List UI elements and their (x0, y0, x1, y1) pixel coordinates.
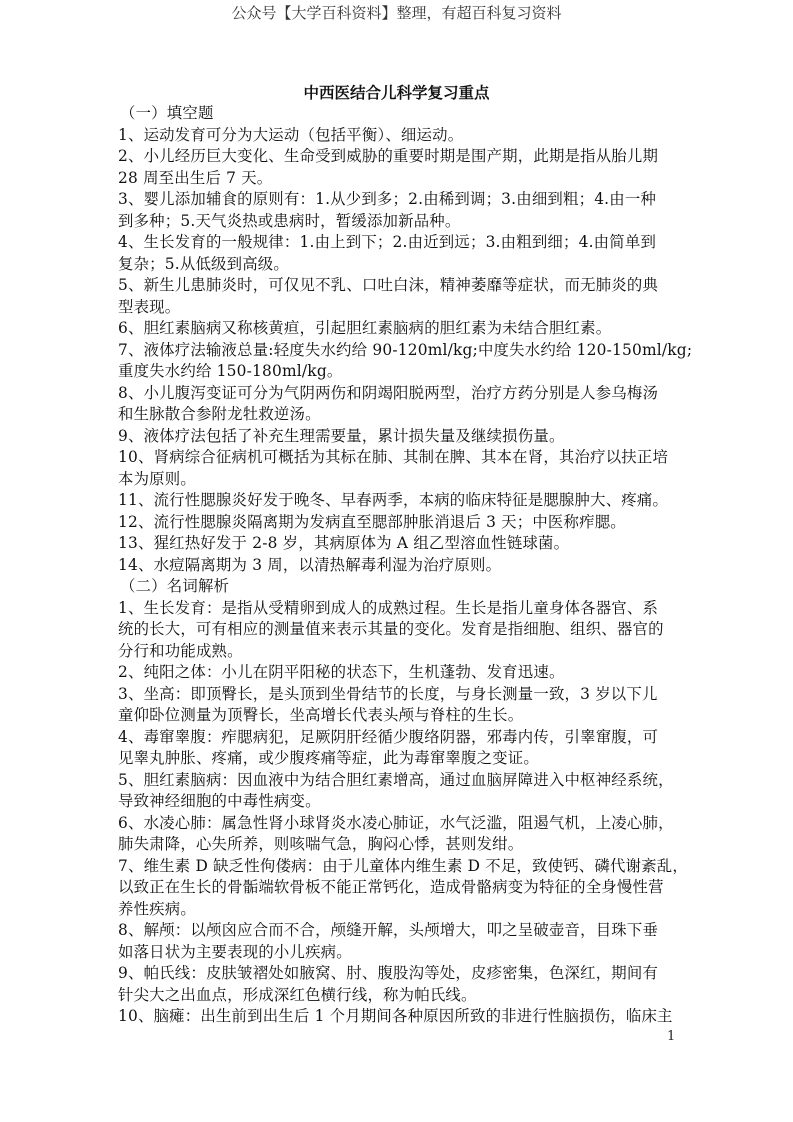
text-line: 5、胆红素脑病：因血液中为结合胆红素增高，通过血脑屏障进入中枢神经系统， (118, 770, 674, 789)
text-line: 导致神经细胞的中毒性病变。 (118, 792, 321, 810)
text-line: 如落日状为主要表现的小儿疾病。 (118, 942, 352, 961)
text-line: 6、水凌心肺：属急性肾小球肾炎水凌心肺证，水气泛滥，阻遏气机，上凌心肺， (118, 813, 674, 832)
text-line: 重度失水约给 150-180ml/kg。 (118, 362, 343, 380)
text-line: 9、液体疗法包括了补充生理需要量，累计损失量及继续损伤量。 (118, 426, 565, 445)
text-line: 3、坐高：即顶臀长，是头顶到坐骨结节的长度，与身长测量一致，3 岁以下儿 (118, 684, 658, 703)
text-line: 6、胆红素脑病又称核黄疸，引起胆红素脑病的胆红素为未结合胆红素。 (118, 319, 612, 337)
text-line: 以致正在生长的骨骺端软骨板不能正常钙化，造成骨骼病变为特征的全身慢性营 (118, 878, 664, 896)
document-title: 中西医结合儿科学复习重点 (303, 83, 490, 102)
text-line: 4、毒窜睾腹：痄腮病犯，足厥阴肝经循少腹络阴器，邪毒内传，引睾窜腹，可 (118, 727, 659, 746)
text-line: 统的长大，可有相应的测量值来表示其量的变化。发育是指细胞、组织、器官的 (118, 620, 664, 638)
text-line: 养性疾病。 (118, 899, 196, 918)
text-line: 针尖大之出血点，形成深红色横行线，称为帕氏线。 (118, 985, 477, 1004)
text-line: 本为原则。 (118, 469, 196, 488)
text-line: 7、维生素 D 缺乏性佝偻病：由于儿童体内维生素 D 不足，致使钙、磷代谢紊乱， (118, 856, 688, 875)
text-line: 10、肾病综合征病机可概括为其标在肺、其制在脾、其本在肾，其治疗以扶正培 (118, 448, 669, 466)
page-number: 1 (667, 1029, 676, 1044)
text-line: 童仰卧位测量为顶臀长，坐高增长代表头颅与脊柱的生长。 (118, 706, 524, 724)
text-line: 28 周至出生后 7 天。 (118, 168, 273, 187)
section-heading: （二）名词解析 (120, 577, 230, 595)
text-line: 复杂；5.从低级到高级。 (118, 254, 289, 273)
text-line: 2、纯阳之体：小儿在阴平阳秘的状态下，生机蓬勃、发育迅速。 (118, 663, 565, 681)
text-line: 8、小儿腹泻变证可分为气阴两伤和阴竭阳脱两型，治疗方药分别是人参乌梅汤 (118, 383, 659, 402)
text-line: 肺失肃降，心失所养，则咳喘气急，胸闷心悸，甚则发绀。 (118, 835, 524, 853)
text-line: 14、水痘隔离期为 3 周，以清热解毒利湿为治疗原则。 (118, 555, 502, 574)
text-line: 到多种；5.天气炎热或患病时，暂缓添加新品种。 (118, 211, 461, 230)
text-line: 和生脉散合参附龙牡救逆汤。 (118, 405, 321, 423)
text-line: 2、小儿经历巨大变化、生命受到威胁的重要时期是围产期，此期是指从胎儿期 (118, 147, 659, 165)
text-line: 见睾丸肿胀、疼痛，或少腹疼痛等症，此为毒窜睾腹之变证。 (118, 749, 539, 767)
text-line: 1、生长发育：是指从受精卵到成人的成熟过程。生长是指儿童身体各器官、系 (118, 598, 659, 617)
text-line: 12、流行性腮腺炎隔离期为发病直至腮部肿胀消退后 3 天；中医称痄腮。 (118, 512, 626, 531)
text-line: 1、运动发育可分为大运动（包括平衡）、细运动。 (118, 125, 464, 144)
document-body (118, 103, 693, 1028)
text-line: 9、帕氏线：皮肤皱褶处如腋窝、肘、腹股沟等处，皮疹密集，色深红，期间有 (118, 964, 659, 982)
text-line: 7、液体疗法输液总量:轻度失水约给 90-120ml/kg;中度失水约给 120-150ml/kg; (118, 340, 693, 359)
text-line: 13、猩红热好发于 2-8 岁，其病原体为 A 组乙型溶血性链球菌。 (118, 534, 570, 552)
text-line: 4、生长发育的一般规律：1.由上到下；2.由近到远；3.由粗到细；4.由简单到 (118, 233, 657, 251)
text-line: 型表现。 (118, 297, 181, 316)
text-line: 3、婴儿添加辅食的原则有：1.从少到多；2.由稀到调；3.由细到粗；4.由一种 (118, 190, 657, 208)
page-header: 公众号【大学百科资料】整理，有超百科复习资料 (231, 4, 562, 22)
text-line: 分行和功能成熟。 (118, 641, 243, 660)
text-line: 10、脑瘫：出生前到出生后 1 个月期间各种原因所致的非进行性脑损伤，临床主 (118, 1007, 673, 1025)
text-line: 5、新生儿患肺炎时，可仅见不乳、口吐白沫，精神萎靡等症状，而无肺炎的典 (118, 276, 659, 294)
section-heading: （一）填空题 (120, 104, 214, 122)
text-line: 11、流行性腮腺炎好发于晚冬、早春两季，本病的临床特征是腮腺肿大、疼痛。 (118, 491, 669, 509)
text-line: 8、解颅：以颅囟应合而不合，颅缝开解，头颅增大，叩之呈破壶音，目珠下垂 (118, 921, 659, 939)
